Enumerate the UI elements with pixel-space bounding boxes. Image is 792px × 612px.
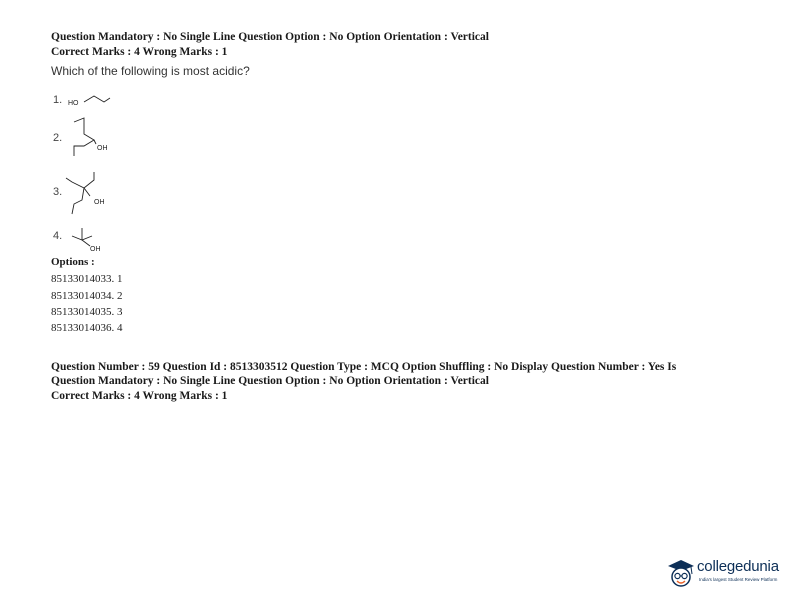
choice-4-label: OH (90, 246, 101, 252)
question-marks-line: Correct Marks : 4 Wrong Marks : 1 (51, 46, 228, 58)
choice-1-number: 1. (53, 94, 63, 106)
question-59-marks-line: Correct Marks : 4 Wrong Marks : 1 (51, 390, 228, 402)
option-item: 85133014036. 4 (51, 322, 123, 334)
option-item: 85133014033. 1 (51, 273, 123, 285)
choice-4-structure (66, 222, 116, 252)
choice-1-label: HO (68, 100, 79, 107)
choice-2-number: 2. (53, 132, 63, 144)
question-59-meta-line-2: Question Mandatory : No Single Line Question Option : No Option Orientation : Vertical (51, 375, 489, 387)
question-meta-line-1: Question Mandatory : No Single Line Question Option : No Option Orientation : Vertical (51, 31, 489, 43)
option-item: 85133014034. 2 (51, 290, 123, 302)
choice-2-structure (64, 116, 120, 162)
option-item: 85133014035. 3 (51, 306, 123, 318)
choice-3-label: OH (94, 199, 105, 206)
choice-4-number: 4. (53, 230, 63, 242)
choice-3-number: 3. (53, 186, 63, 198)
brand-name: collegedunia (697, 558, 779, 575)
question-59-meta-line-1: Question Number : 59 Question Id : 8513303512 Question Type : MCQ Option Shuffling : No Display Question Number : Yes Is (51, 361, 677, 373)
choice-2-label: OH (97, 145, 108, 152)
graduate-cap-mascot-icon (666, 558, 696, 590)
choice-3-structure (64, 168, 120, 218)
question-prompt: Which of the following is most acidic? (51, 64, 250, 78)
options-heading: Options : (51, 256, 95, 268)
brand-tagline: India's largest Student Review Platform (699, 577, 778, 582)
choice-1-structure (66, 88, 116, 112)
collegedunia-logo (666, 556, 786, 596)
